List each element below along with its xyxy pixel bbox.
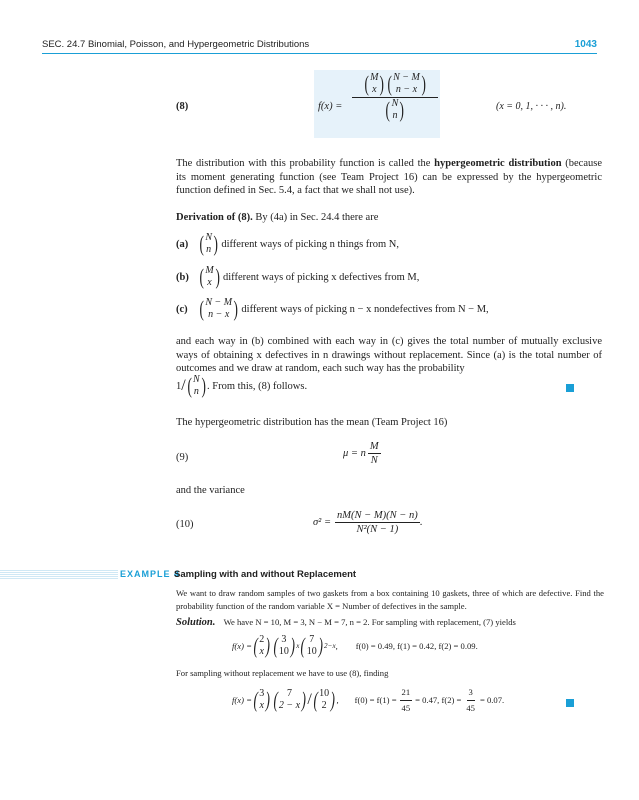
eq10-label: (10) [176,519,194,530]
probability-expression: 1 / ( N n ) . From this, (8) follows. [176,373,308,398]
with-replacement-formula: f(x) = ( 2 x ) ( 3 10 ) x ( 7 10 ) 2−x , f(0) = 0.49, f(1) = 0.42, f(2) = 0.09. [232,633,478,658]
eq8-lhs: f(x) = [318,101,343,112]
binom-NM-nx: ( N − M n − x ) [387,71,426,96]
running-header [42,39,597,55]
eq8-label: (8) [176,101,189,112]
without-replacement-intro: For sampling without replacement we have to use (8), finding [176,668,389,678]
eq8-fraction [352,72,438,122]
header-rule [42,53,597,54]
eq9-label: (9) [176,452,189,463]
derivation-item-c: (c) ( N − M n − x ) different ways of picking n − x nondefectives from N − M, [176,296,489,321]
example-title: Sampling with and without Replacement [174,569,357,580]
derivation-heading: Derivation of (8). By (4a) in Sec. 24.4 there are [176,212,379,223]
mean-intro: The hypergeometric distribution has the mean (Team Project 16) [176,417,448,428]
hypergeometric-definition-paragraph: The distribution with this probability function is called the hypergeometric distribution (because its moment generating function (see Team Project 16) can be expressed by the hypergeometric function defined in Sec. 5.4, a fact that we shall not use). [176,158,603,196]
derivation-item-a: (a) ( N n ) different ways of picking n things from N, [176,231,400,256]
hypergeometric-term: hypergeometric distribution [434,158,562,169]
eq10-formula: σ² = $\frac{nM(N - M)(N - n)}{\text{N²(N − 1)}}$ . [313,510,423,535]
section-title: SEC. 24.7 Binomial, Poisson, and Hypergeometric Distributions [42,39,310,50]
without-replacement-formula: f(x) = ( 3 x ) ( 7 2 − x ) / ( 10 2 ) , f(0) = f(1) = $\frac{21}{45}$ = 0.47, f(2) = $\frac{3}{45}$ = 0.07. [232,687,505,713]
binom-N-n: ( N n ) [385,97,405,122]
variance-intro: and the variance [176,485,245,496]
binom-M-x: ( M x ) [364,71,385,96]
derivation-paragraph: and each way in (b) combined with each way in (c) gives the total number of mutually exclusive ways of obtaining x defectives in n drawings without replacement. Since (a) is the total number of outcomes and we draw at random, each such way has the probability [176,336,602,374]
example-tag: EXAMPLE 4 [120,569,181,579]
eq9-formula: μ = n $\frac{M}{N}$ [343,441,379,466]
derivation-item-b: (b) ( M x ) different ways of picking x defectives from M, [176,264,420,289]
example-solution: Solution. We have N = 10, M = 3, N − M = 7, n = 2. For sampling with replacement, (7) yields [176,617,516,628]
page-number: 1043 [574,39,597,50]
end-of-proof-square [566,384,574,392]
example-statement: We want to draw random samples of two gaskets from a box containing 10 gaskets, three of which are defective. Find the probability function of the random variable X = Number of defectives in the sample. [176,588,604,611]
eq8-condition: (x = 0, 1, · · · , n). [496,101,567,112]
end-of-example-square [566,699,574,707]
